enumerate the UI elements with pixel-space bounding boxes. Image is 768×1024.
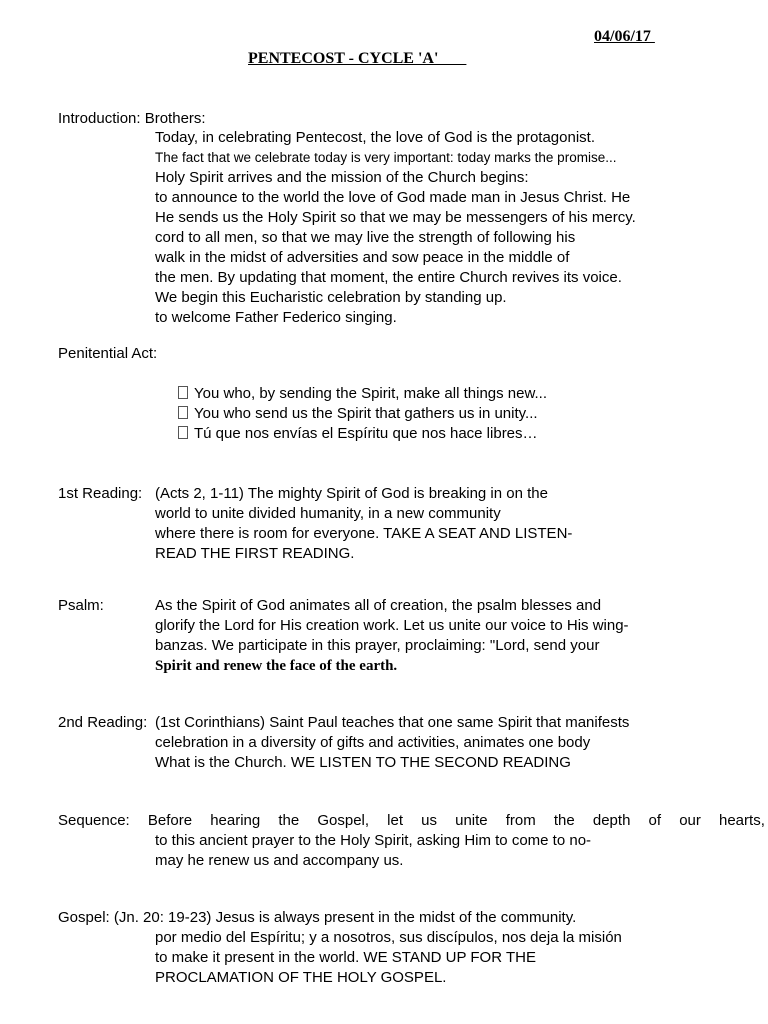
bullet-box-icon: [178, 426, 188, 439]
introduction-line: cord to all men, so that we may live the strength of following his: [155, 229, 576, 246]
reading1-line: where there is room for everyone. TAKE A SEAT AND LISTEN-: [155, 525, 573, 542]
introduction-text: [155, 128, 765, 328]
penitential-item: Tú que nos envías el Espíritu que nos hace libres…: [178, 424, 768, 444]
introduction-line: walk in the midst of adversities and sow peace in the middle of: [155, 249, 570, 266]
sequence-section: [58, 811, 765, 831]
reading2-label: 2nd Reading:: [58, 714, 148, 731]
introduction-line: Today, in celebrating Pentecost, the love of God is the protagonist.: [155, 129, 595, 146]
introduction-label: Introduction: Brothers:: [58, 110, 206, 127]
penitential-item: You who, by sending the Spirit, make all things new...: [178, 384, 768, 404]
document-date: 04/06/17: [594, 28, 655, 45]
psalm-response: Spirit and renew the face of the earth.: [155, 658, 398, 674]
psalm-line: banzas. We participate in this prayer, proclaiming: "Lord, send your: [155, 637, 600, 654]
reading2-line: What is the Church. WE LISTEN TO THE SECOND READING: [155, 754, 571, 771]
reading1-line: world to unite divided humanity, in a new community: [155, 505, 501, 522]
introduction-line: The fact that we celebrate today is very important: today marks the promise...: [155, 150, 617, 165]
bullet-box-icon: [178, 386, 188, 399]
penitential-list: [178, 384, 768, 444]
reading1-label: 1st Reading:: [58, 485, 143, 502]
introduction-line: We begin this Eucharistic celebration by standing up.: [155, 289, 507, 306]
reading2-text: [155, 713, 765, 773]
psalm-line: glorify the Lord for His creation work. Let us unite our voice to His wing-: [155, 617, 629, 634]
introduction-line: He sends us the Holy Spirit so that we may be messengers of his mercy.: [155, 209, 636, 226]
introduction-line: to welcome Father Federico singing.: [155, 309, 397, 326]
sequence-label: Sequence:: [58, 812, 130, 829]
introduction-line: Holy Spirit arrives and the mission of the Church begins:: [155, 169, 529, 186]
penitential-label: Penitential Act:: [58, 345, 158, 362]
document-title: PENTECOST - CYCLE 'A': [248, 50, 467, 67]
psalm-line: As the Spirit of God animates all of creation, the psalm blesses and: [155, 597, 602, 614]
sequence-line: may he renew us and accompany us.: [155, 852, 404, 869]
sequence-text: [155, 831, 765, 871]
gospel-first-line: Gospel: (Jn. 20: 19-23) Jesus is always present in the midst of the community.: [58, 909, 577, 926]
reading1-line: (Acts 2, 1-11) The mighty Spirit of God is breaking in on the: [155, 485, 548, 502]
psalm-text: [155, 596, 765, 676]
gospel-line: to make it present in the world. WE STAND UP FOR THE: [155, 949, 536, 966]
introduction-line: to announce to the world the love of God made man in Jesus Christ. He: [155, 189, 631, 206]
gospel-line: por medio del Espíritu; y a nosotros, sus discípulos, nos deja la misión: [155, 929, 622, 946]
introduction-line: the men. By updating that moment, the entire Church revives its voice.: [155, 269, 622, 286]
psalm-label: Psalm:: [58, 597, 104, 614]
gospel-line: PROCLAMATION OF THE HOLY GOSPEL.: [155, 969, 447, 986]
sequence-line: to this ancient prayer to the Holy Spirit, asking Him to come to no-: [155, 832, 592, 849]
reading1-line: READ THE FIRST READING.: [155, 545, 355, 562]
sequence-first-line: Sequence: Before hearing the Gospel, let us unite from the depth of our hearts,: [58, 812, 765, 829]
penitential-item: You who send us the Spirit that gathers us in unity...: [178, 404, 768, 424]
reading2-line: celebration in a diversity of gifts and activities, animates one body: [155, 734, 591, 751]
reading2-line: (1st Corinthians) Saint Paul teaches that one same Spirit that manifests: [155, 714, 630, 731]
reading1-text: [155, 484, 765, 564]
gospel-text: [155, 928, 765, 988]
bullet-box-icon: [178, 406, 188, 419]
